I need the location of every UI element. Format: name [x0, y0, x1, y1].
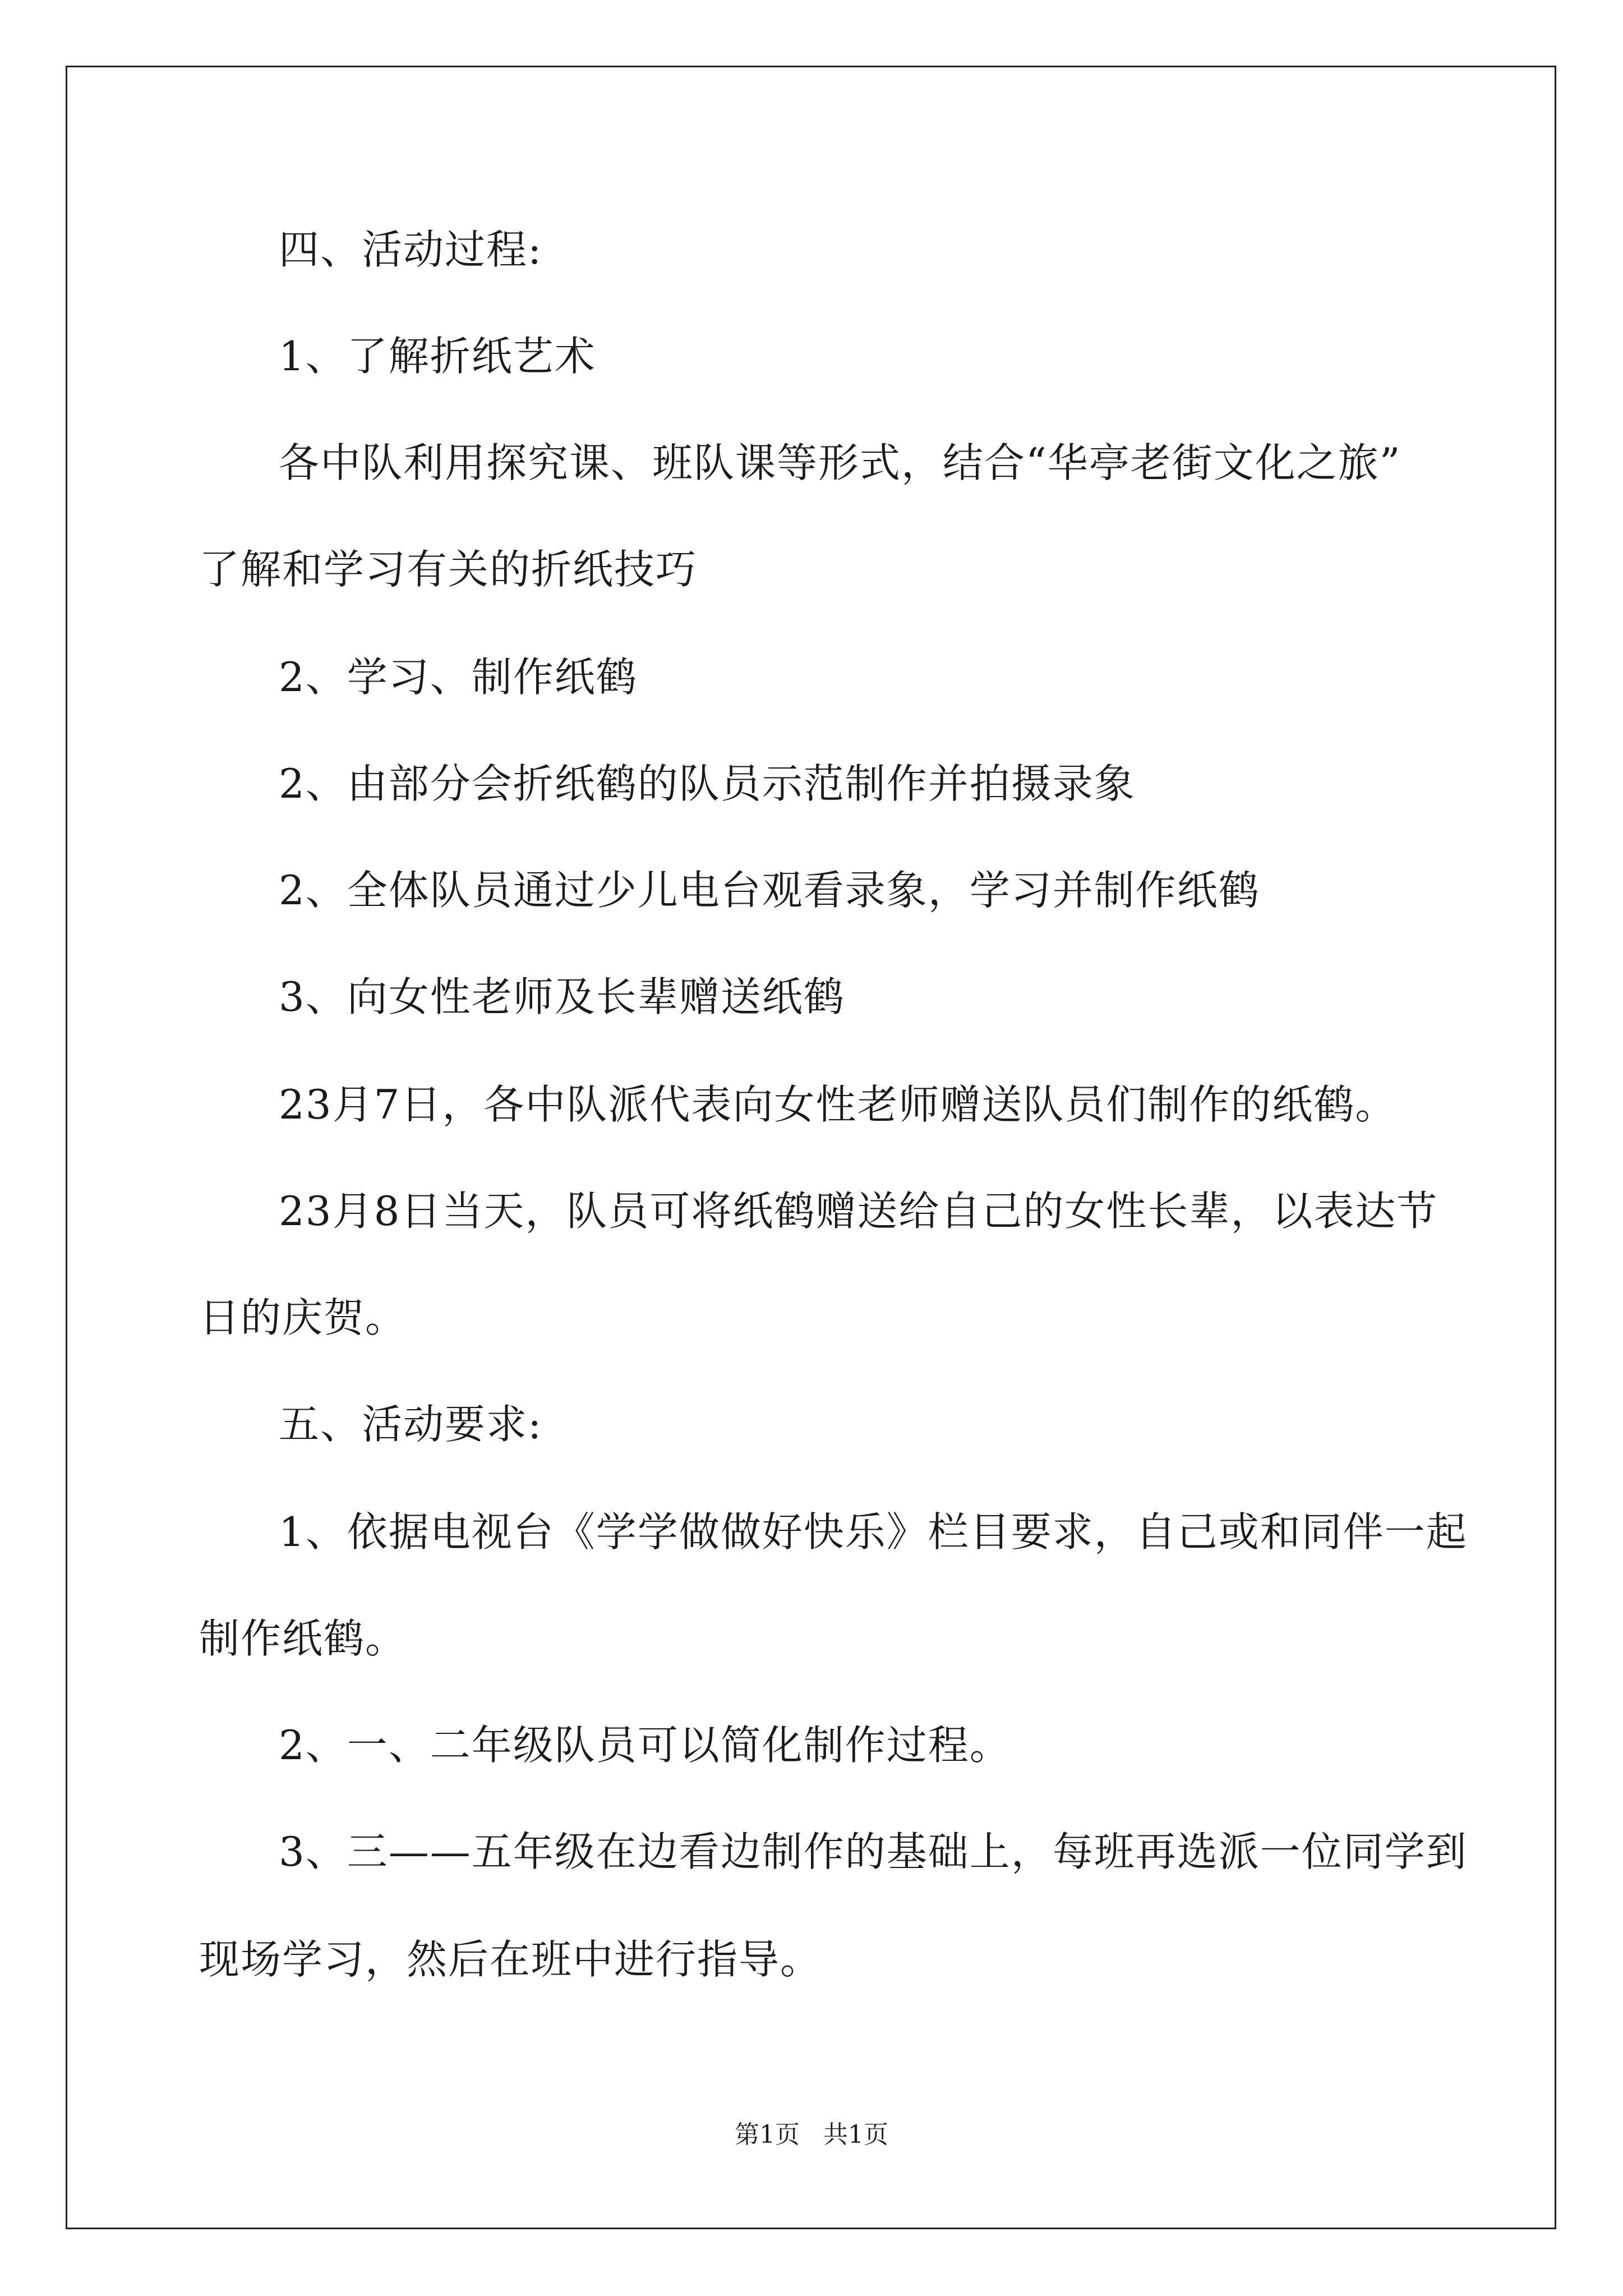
paragraph: 各中队利用探究课、班队课等形式，结合“华亭老街文化之旅” — [279, 439, 1401, 486]
section-heading-process: 四、活动过程: — [279, 226, 543, 273]
paragraph: 3、三——五年级在边看边制作的基础上，每班再选派一位同学到 — [279, 1828, 1468, 1875]
paragraph-continuation: 日的庆贺。 — [199, 1294, 407, 1341]
paragraph: 2、学习、制作纸鹤 — [279, 654, 638, 701]
paragraph: 1、了解折纸艺术 — [279, 333, 596, 380]
paragraph: 2、一、二年级队员可以简化制作过程。 — [279, 1722, 1011, 1769]
page-number: 第1页 共1页 — [735, 2120, 888, 2149]
paragraph-continuation: 现场学习，然后在班中进行指导。 — [199, 1936, 822, 1983]
paragraph-continuation: 了解和学习有关的折纸技巧 — [199, 546, 698, 593]
paragraph: 2、由部分会折纸鹤的队员示范制作并拍摄录象 — [279, 760, 1136, 807]
paragraph: 1、依据电视台《学学做做好快乐》栏目要求，自己或和同伴一起 — [279, 1508, 1468, 1556]
page-border — [66, 66, 1556, 2229]
section-heading-requirements: 五、活动要求: — [279, 1401, 543, 1448]
paragraph: 23月7日，各中队派代表向女性老师赠送队员们制作的纸鹤。 — [279, 1081, 1397, 1128]
paragraph: 2、全体队员通过少儿电台观看录象，学习并制作纸鹤 — [279, 867, 1260, 914]
paragraph: 23月8日当天，队员可将纸鹤赠送给自己的女性长辈，以表达节 — [279, 1188, 1438, 1235]
paragraph: 3、向女性老师及长辈赠送纸鹤 — [279, 973, 845, 1020]
paragraph-continuation: 制作纸鹤。 — [199, 1615, 407, 1662]
